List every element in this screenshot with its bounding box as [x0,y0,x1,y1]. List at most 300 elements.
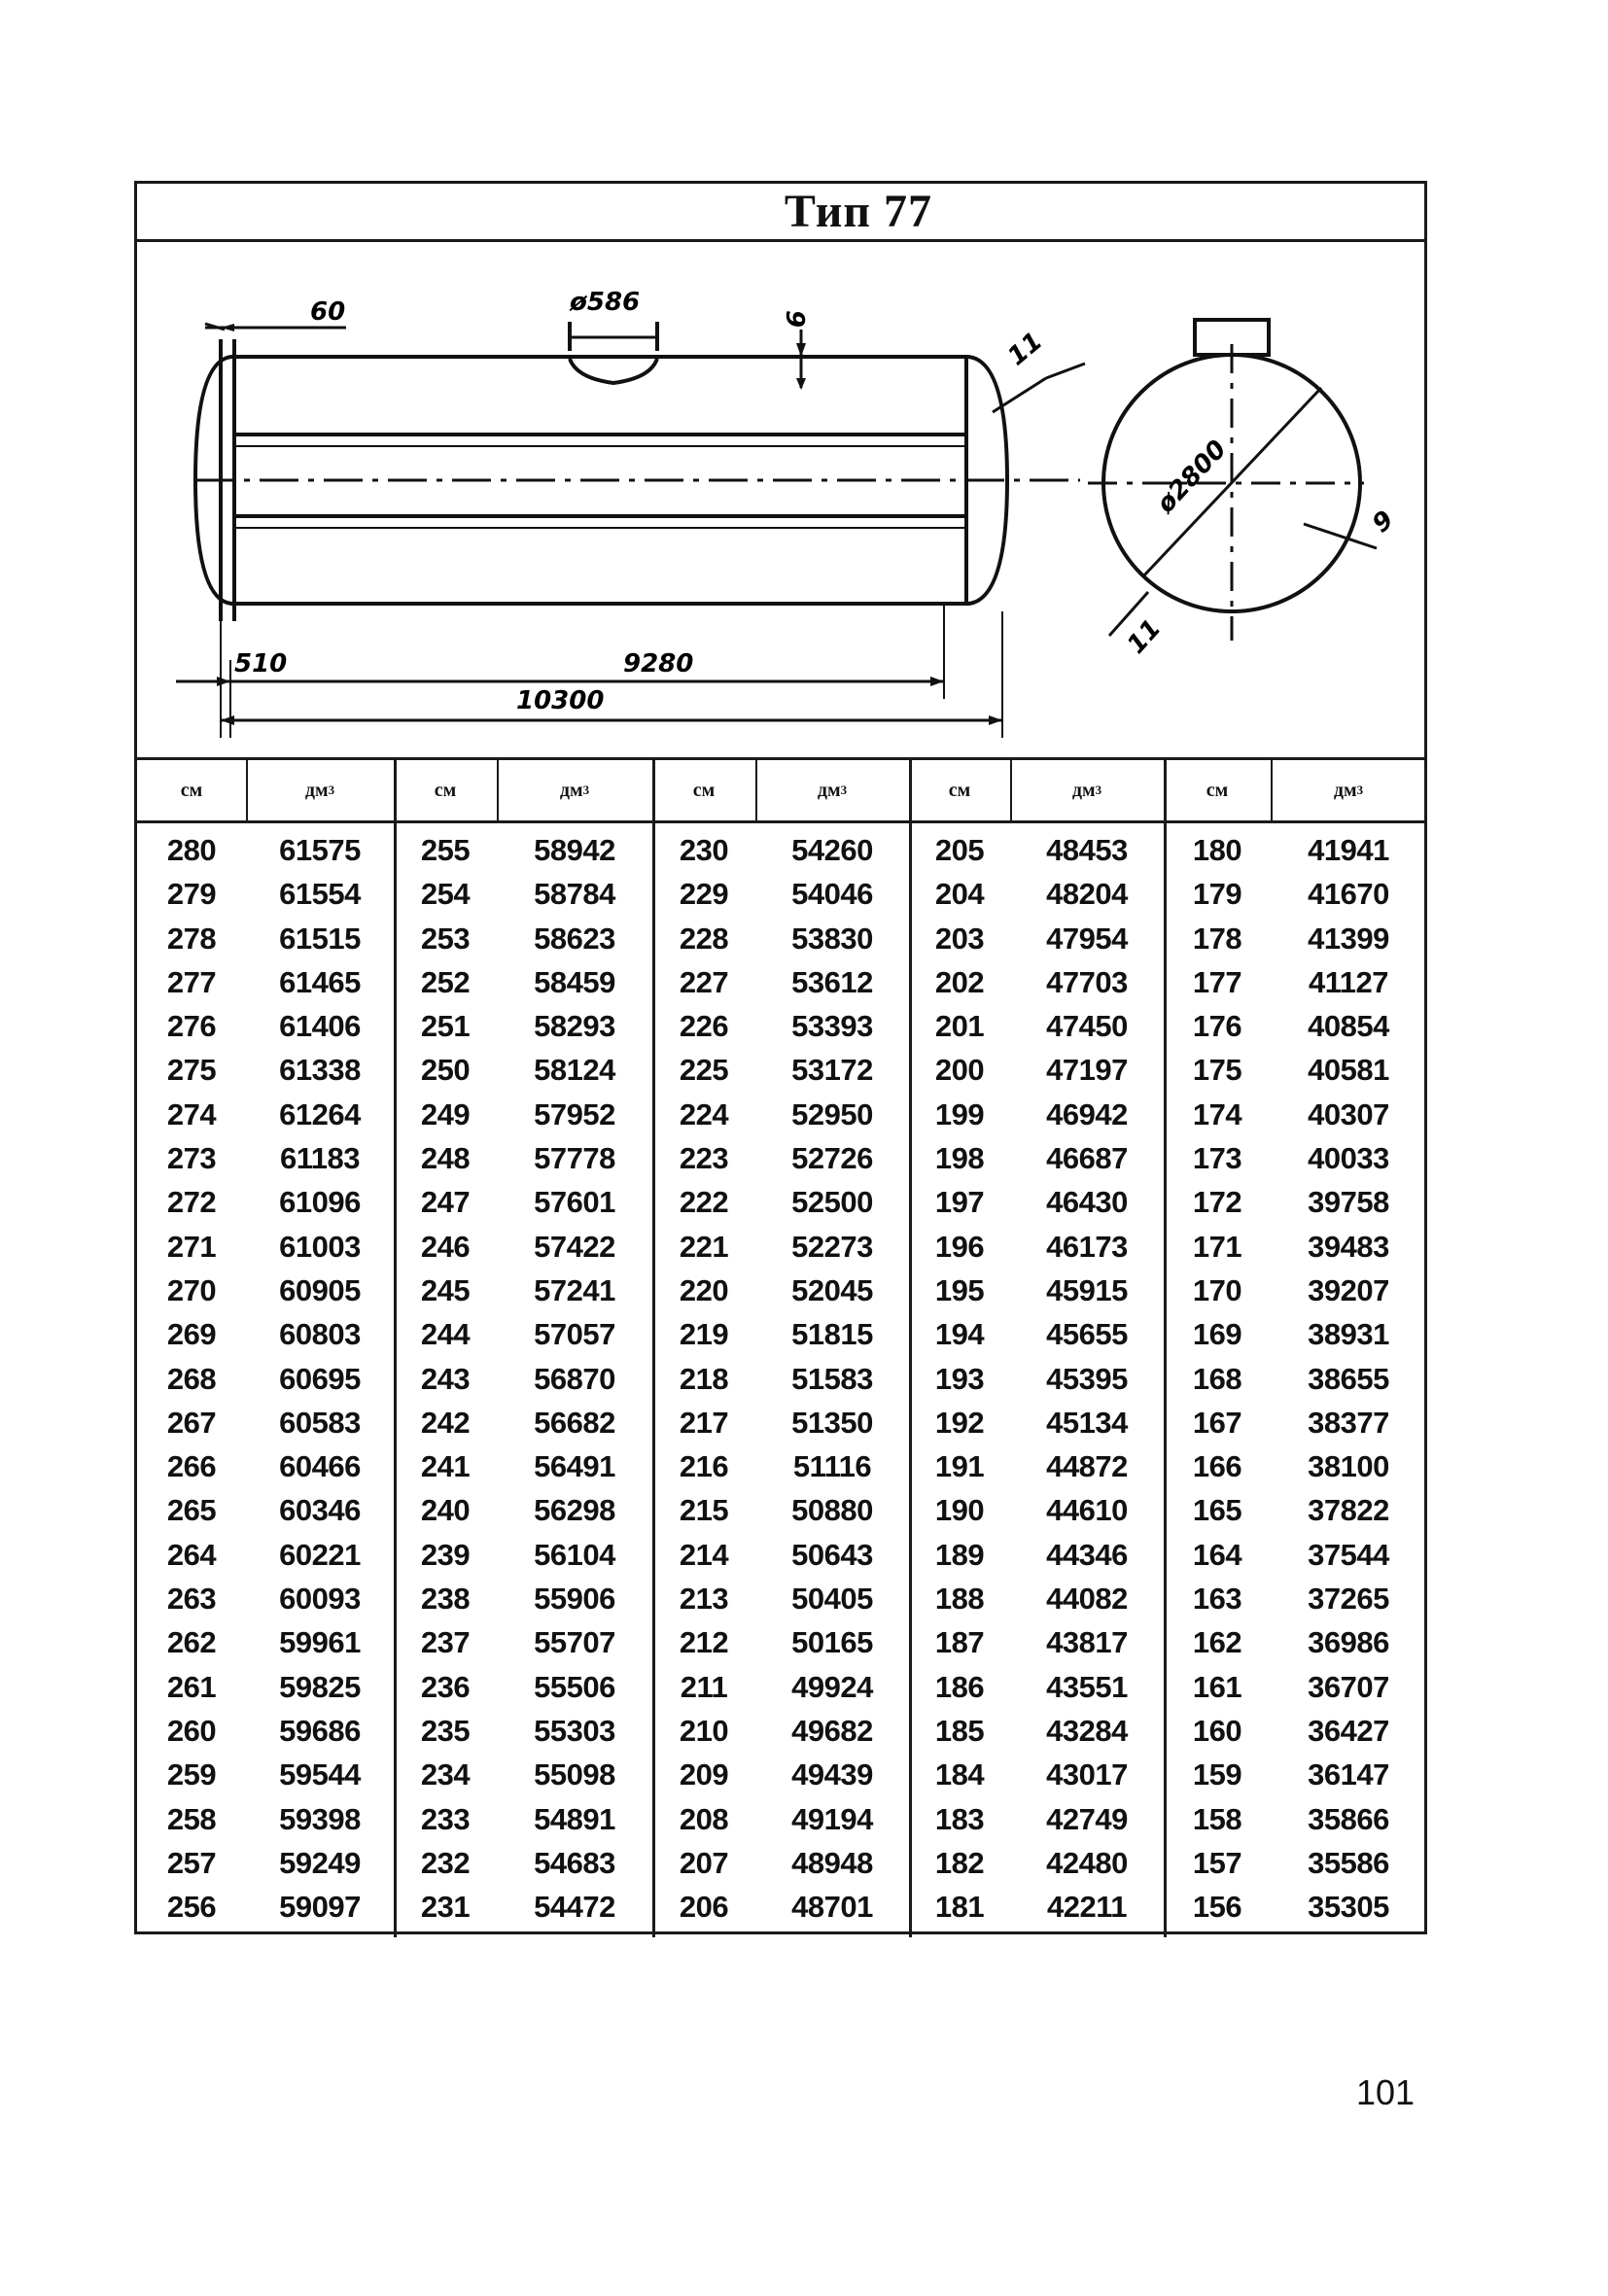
height-cm-cell: 178 [1192,921,1242,956]
height-cm-cell: 210 [679,1713,729,1748]
volume-dm3-cell: 57241 [534,1272,615,1307]
height-cm-cell: 173 [1192,1141,1242,1176]
volume-dm3-cell: 60695 [279,1361,361,1396]
height-cm-cell: 216 [679,1449,729,1484]
height-cm-cell: 194 [934,1317,985,1352]
height-cm-cell: 238 [420,1582,471,1617]
height-cm-cell: 270 [166,1272,217,1307]
height-cm-cell: 250 [420,1053,471,1088]
height-cm-cell: 275 [166,1053,217,1088]
height-cm-cell: 252 [420,964,471,999]
height-cm-cell: 192 [934,1405,985,1440]
height-cm-cell: 187 [934,1625,985,1660]
height-cm-cell: 222 [679,1185,729,1220]
header-divider [137,820,1424,823]
volume-table [137,757,1424,1937]
height-cm-cell: 212 [679,1625,729,1660]
volume-dm3-cell: 38100 [1308,1449,1389,1484]
tank-table-frame [134,181,1427,1934]
volume-dm3-cell: 41670 [1308,877,1389,912]
height-cm-cell: 233 [420,1801,471,1836]
volume-dm3-cell: 52950 [791,1096,873,1131]
volume-dm3-cell: 48453 [1046,833,1128,867]
volume-dm3-cell: 61465 [279,964,361,999]
volume-dm3-cell: 35305 [1308,1890,1389,1925]
volume-dm3-cell: 60583 [279,1405,361,1440]
cm-column [137,828,246,1929]
height-cm-cell: 197 [934,1185,985,1220]
header-dm-4 [1010,760,1164,820]
volume-dm3-cell: 42480 [1046,1845,1128,1880]
height-cm-cell: 260 [166,1713,217,1748]
volume-dm3-cell: 53393 [791,1009,873,1044]
height-cm-cell: 214 [679,1537,729,1572]
height-cm-cell: 185 [934,1713,985,1748]
header-cm-2 [394,760,497,820]
height-cm-cell: 274 [166,1096,217,1131]
volume-dm3-cell: 52726 [791,1141,873,1176]
header-cm-text: см [948,779,971,801]
volume-dm3-cell: 50405 [791,1582,873,1617]
height-cm-cell: 269 [166,1317,217,1352]
header-dm-1 [246,760,394,820]
volume-dm3-cell: 58459 [534,964,615,999]
header-rule [755,760,757,820]
volume-dm3-cell: 43817 [1046,1625,1128,1660]
volume-dm3-cell: 38377 [1308,1405,1389,1440]
volume-dm3-cell: 39758 [1308,1185,1389,1220]
height-cm-cell: 256 [166,1890,217,1925]
volume-dm3-cell: 36707 [1308,1669,1389,1704]
volume-dm3-cell: 47450 [1046,1009,1128,1044]
volume-dm3-cell: 41399 [1308,921,1389,956]
header-dm-text: дм [1071,779,1096,801]
dim-9-circle-label: 9 [1367,504,1400,539]
volume-dm3-cell: 35586 [1308,1845,1389,1880]
dm-column [755,828,909,1929]
height-cm-cell: 277 [166,964,217,999]
volume-dm3-cell: 55707 [534,1625,615,1660]
header-dm-3 [755,760,909,820]
header-rule [497,760,499,820]
height-cm-cell: 179 [1192,877,1242,912]
height-cm-cell: 230 [679,833,729,867]
height-cm-cell: 273 [166,1141,217,1176]
header-dm-text: дм [1333,779,1357,801]
volume-dm3-cell: 48701 [791,1890,873,1925]
dim-510-label: 510 [234,649,288,678]
volume-dm3-cell: 43551 [1046,1669,1128,1704]
volume-dm3-cell: 55506 [534,1669,615,1704]
volume-dm3-cell: 41941 [1308,833,1389,867]
height-cm-cell: 167 [1192,1405,1242,1440]
volume-dm3-cell: 55906 [534,1582,615,1617]
height-cm-cell: 211 [680,1669,728,1704]
height-cm-cell: 206 [679,1890,729,1925]
volume-dm3-cell: 53612 [791,964,873,999]
dim-11-right-label: 11 [1002,327,1049,372]
height-cm-cell: 218 [679,1361,729,1396]
height-cm-cell: 224 [679,1096,729,1131]
header-cm-text: см [692,779,716,801]
volume-dm3-cell: 58942 [534,833,615,867]
volume-dm3-cell: 59825 [279,1669,361,1704]
height-cm-cell: 176 [1192,1009,1242,1044]
volume-dm3-cell: 43017 [1046,1757,1128,1792]
header-dm-5 [1271,760,1426,820]
height-cm-cell: 231 [420,1890,471,1925]
dm-column [497,828,652,1929]
volume-dm3-cell: 44872 [1046,1449,1128,1484]
volume-dm3-cell: 44346 [1046,1537,1128,1572]
height-cm-cell: 279 [166,877,217,912]
volume-dm3-cell: 45655 [1046,1317,1128,1352]
height-cm-cell: 280 [166,833,217,867]
page-title: Тип 77 [784,186,933,237]
header-dm-text: дм [817,779,841,801]
volume-dm3-cell: 49682 [791,1713,873,1748]
height-cm-cell: 251 [420,1009,471,1044]
volume-dm3-cell: 61096 [279,1185,361,1220]
volume-dm3-cell: 60093 [279,1582,361,1617]
volume-dm3-cell: 49194 [791,1801,873,1836]
height-cm-cell: 171 [1192,1229,1242,1264]
volume-dm3-cell: 56870 [534,1361,615,1396]
cm-column [394,828,497,1929]
volume-dm3-cell: 60803 [279,1317,361,1352]
volume-dm3-cell: 56491 [534,1449,615,1484]
height-cm-cell: 181 [934,1890,985,1925]
volume-dm3-cell: 37822 [1308,1493,1389,1528]
height-cm-cell: 199 [934,1096,985,1131]
volume-dm3-cell: 51350 [791,1405,873,1440]
height-cm-cell: 183 [934,1801,985,1836]
header-cm-3 [652,760,755,820]
volume-dm3-cell: 46430 [1046,1185,1128,1220]
volume-dm3-cell: 55303 [534,1713,615,1748]
volume-dm3-cell: 45915 [1046,1272,1128,1307]
cm-column [1164,828,1271,1929]
height-cm-cell: 170 [1192,1272,1242,1307]
page-number: 101 [1356,2072,1416,2112]
height-cm-cell: 259 [166,1757,217,1792]
volume-dm3-cell: 56298 [534,1493,615,1528]
height-cm-cell: 162 [1192,1625,1242,1660]
height-cm-cell: 262 [166,1625,217,1660]
volume-dm3-cell: 60905 [279,1272,361,1307]
height-cm-cell: 244 [420,1317,471,1352]
volume-dm3-cell: 58623 [534,921,615,956]
height-cm-cell: 223 [679,1141,729,1176]
height-cm-cell: 264 [166,1537,217,1572]
height-cm-cell: 249 [420,1096,471,1131]
volume-dm3-cell: 47954 [1046,921,1128,956]
header-cm-1 [137,760,246,820]
dm-column [246,828,394,1929]
volume-dm3-cell: 59961 [279,1625,361,1660]
volume-dm3-cell: 59544 [279,1757,361,1792]
height-cm-cell: 234 [420,1757,471,1792]
height-cm-cell: 156 [1192,1890,1242,1925]
height-cm-cell: 257 [166,1845,217,1880]
volume-dm3-cell: 50165 [791,1625,873,1660]
header-cm-text: см [180,779,203,801]
height-cm-cell: 182 [934,1845,985,1880]
height-cm-cell: 245 [420,1272,471,1307]
height-cm-cell: 255 [420,833,471,867]
dim-10300-label: 10300 [516,686,605,715]
volume-dm3-cell: 44610 [1046,1493,1128,1528]
height-cm-cell: 237 [420,1625,471,1660]
volume-dm3-cell: 50880 [791,1493,873,1528]
height-cm-cell: 180 [1192,833,1242,867]
header-dm-sup: 3 [1356,783,1364,797]
volume-dm3-cell: 54683 [534,1845,615,1880]
header-dm-sup: 3 [582,783,590,797]
volume-dm3-cell: 51583 [791,1361,873,1396]
header-rule [1271,760,1273,820]
volume-dm3-cell: 58293 [534,1009,615,1044]
height-cm-cell: 266 [166,1449,217,1484]
dim-9-top-label: 9 [780,310,809,329]
height-cm-cell: 263 [166,1582,217,1617]
height-cm-cell: 232 [420,1845,471,1880]
height-cm-cell: 225 [679,1053,729,1088]
height-cm-cell: 169 [1192,1317,1242,1352]
volume-dm3-cell: 56682 [534,1405,615,1440]
header-cm-4 [909,760,1010,820]
header-rule [1010,760,1012,820]
volume-dm3-cell: 60466 [279,1449,361,1484]
volume-dm3-cell: 52273 [791,1229,873,1264]
height-cm-cell: 204 [934,877,985,912]
height-cm-cell: 253 [420,921,471,956]
volume-dm3-cell: 48948 [791,1845,873,1880]
height-cm-cell: 276 [166,1009,217,1044]
volume-dm3-cell: 59249 [279,1845,361,1880]
height-cm-cell: 195 [934,1272,985,1307]
volume-dm3-cell: 53830 [791,921,873,956]
volume-dm3-cell: 56104 [534,1537,615,1572]
volume-dm3-cell: 39207 [1308,1272,1389,1307]
height-cm-cell: 191 [934,1449,985,1484]
height-cm-cell: 227 [679,964,729,999]
volume-dm3-cell: 61183 [280,1141,360,1176]
volume-dm3-cell: 58784 [534,877,615,912]
volume-dm3-cell: 40307 [1308,1096,1389,1131]
height-cm-cell: 163 [1192,1582,1242,1617]
volume-dm3-cell: 46173 [1046,1229,1128,1264]
height-cm-cell: 159 [1192,1757,1242,1792]
height-cm-cell: 243 [420,1361,471,1396]
height-cm-cell: 160 [1192,1713,1242,1748]
height-cm-cell: 236 [420,1669,471,1704]
volume-dm3-cell: 48204 [1046,877,1128,912]
height-cm-cell: 172 [1192,1185,1242,1220]
height-cm-cell: 241 [420,1449,471,1484]
height-cm-cell: 174 [1192,1096,1242,1131]
volume-dm3-cell: 57601 [534,1185,615,1220]
dm-column [1271,828,1426,1929]
height-cm-cell: 215 [679,1493,729,1528]
dim-d2800-label: ø2800 [1151,435,1233,519]
volume-dm3-cell: 39483 [1308,1229,1389,1264]
volume-dm3-cell: 42749 [1046,1801,1128,1836]
height-cm-cell: 196 [934,1229,985,1264]
title-row [137,184,1424,242]
volume-dm3-cell: 59686 [279,1713,361,1748]
volume-dm3-cell: 61003 [279,1229,361,1264]
volume-dm3-cell: 38931 [1308,1317,1389,1352]
height-cm-cell: 267 [166,1405,217,1440]
volume-dm3-cell: 47197 [1046,1053,1128,1088]
volume-dm3-cell: 55098 [534,1757,615,1792]
height-cm-cell: 254 [420,877,471,912]
height-cm-cell: 261 [166,1669,217,1704]
height-cm-cell: 175 [1192,1053,1242,1088]
volume-dm3-cell: 41127 [1309,964,1388,999]
height-cm-cell: 190 [934,1493,985,1528]
height-cm-cell: 220 [679,1272,729,1307]
volume-dm3-cell: 51116 [792,1449,872,1484]
height-cm-cell: 217 [679,1405,729,1440]
height-cm-cell: 184 [934,1757,985,1792]
volume-dm3-cell: 58124 [534,1053,615,1088]
volume-dm3-cell: 46942 [1046,1096,1128,1131]
volume-dm3-cell: 61406 [279,1009,361,1044]
height-cm-cell: 248 [420,1141,471,1176]
height-cm-cell: 228 [679,921,729,956]
header-dm-2 [497,760,652,820]
header-rule [246,760,248,820]
volume-dm3-cell: 45395 [1046,1361,1128,1396]
volume-dm3-cell: 36147 [1308,1757,1389,1792]
height-cm-cell: 165 [1192,1493,1242,1528]
volume-dm3-cell: 47703 [1046,964,1128,999]
volume-dm3-cell: 36986 [1308,1625,1389,1660]
height-cm-cell: 168 [1192,1361,1242,1396]
height-cm-cell: 189 [934,1537,985,1572]
dm-column [1010,828,1164,1929]
cm-column [652,828,755,1929]
dim-11-circle-label: 11 [1121,613,1168,660]
volume-dm3-cell: 59097 [279,1890,361,1925]
height-cm-cell: 258 [166,1801,217,1836]
height-cm-cell: 272 [166,1185,217,1220]
height-cm-cell: 157 [1192,1845,1242,1880]
volume-dm3-cell: 44082 [1046,1582,1128,1617]
height-cm-cell: 235 [420,1713,471,1748]
volume-dm3-cell: 57422 [534,1229,615,1264]
height-cm-cell: 158 [1192,1801,1242,1836]
height-cm-cell: 186 [934,1669,985,1704]
header-dm-sup: 3 [1095,783,1102,797]
volume-dm3-cell: 43284 [1046,1713,1128,1748]
height-cm-cell: 246 [420,1229,471,1264]
volume-dm3-cell: 54891 [534,1801,615,1836]
tank-drawing [137,242,1424,757]
volume-dm3-cell: 50643 [791,1537,873,1572]
height-cm-cell: 161 [1192,1669,1242,1704]
header-dm-text: дм [559,779,583,801]
volume-dm3-cell: 57778 [534,1141,615,1176]
height-cm-cell: 265 [166,1493,217,1528]
height-cm-cell: 229 [679,877,729,912]
volume-dm3-cell: 49924 [791,1669,873,1704]
volume-dm3-cell: 61515 [279,921,361,956]
volume-dm3-cell: 49439 [791,1757,873,1792]
header-cm-text: см [434,779,457,801]
volume-dm3-cell: 57952 [534,1096,615,1131]
height-cm-cell: 268 [166,1361,217,1396]
volume-dm3-cell: 61338 [279,1053,361,1088]
cm-column [909,828,1010,1929]
volume-dm3-cell: 36427 [1308,1713,1389,1748]
volume-dm3-cell: 54472 [534,1890,615,1925]
volume-dm3-cell: 37544 [1308,1537,1389,1572]
height-cm-cell: 226 [679,1009,729,1044]
volume-dm3-cell: 59398 [279,1801,361,1836]
height-cm-cell: 188 [934,1582,985,1617]
height-cm-cell: 221 [679,1229,729,1264]
header-cm-text: см [1206,779,1229,801]
height-cm-cell: 164 [1192,1537,1242,1572]
height-cm-cell: 205 [934,833,985,867]
volume-dm3-cell: 35866 [1308,1801,1389,1836]
header-dm-sup: 3 [328,783,335,797]
height-cm-cell: 213 [679,1582,729,1617]
volume-dm3-cell: 42211 [1047,1890,1127,1925]
volume-dm3-cell: 61554 [279,877,361,912]
dim-9280-label: 9280 [623,649,694,678]
height-cm-cell: 242 [420,1405,471,1440]
header-dm-sup: 3 [840,783,848,797]
volume-dm3-cell: 46687 [1046,1141,1128,1176]
volume-dm3-cell: 60346 [279,1493,361,1528]
volume-dm3-cell: 53172 [791,1053,873,1088]
volume-dm3-cell: 40854 [1308,1009,1389,1044]
volume-dm3-cell: 61264 [279,1096,361,1131]
height-cm-cell: 219 [679,1317,729,1352]
height-cm-cell: 208 [679,1801,729,1836]
height-cm-cell: 166 [1192,1449,1242,1484]
height-cm-cell: 247 [420,1185,471,1220]
header-dm-text: дм [304,779,329,801]
height-cm-cell: 200 [934,1053,985,1088]
volume-dm3-cell: 45134 [1046,1405,1128,1440]
height-cm-cell: 203 [934,921,985,956]
height-cm-cell: 239 [420,1537,471,1572]
height-cm-cell: 198 [934,1141,985,1176]
height-cm-cell: 177 [1192,964,1242,999]
volume-dm3-cell: 40581 [1308,1053,1389,1088]
height-cm-cell: 202 [934,964,985,999]
tank-drawing-svg [137,242,1430,757]
volume-dm3-cell: 52045 [791,1272,873,1307]
height-cm-cell: 271 [166,1229,217,1264]
volume-dm3-cell: 38655 [1308,1361,1389,1396]
dim-60-label: 60 [310,297,346,327]
volume-dm3-cell: 54260 [791,833,873,867]
height-cm-cell: 209 [679,1757,729,1792]
dim-d586-label: ø586 [570,288,641,317]
height-cm-cell: 207 [679,1845,729,1880]
header-cm-5 [1164,760,1271,820]
height-cm-cell: 278 [166,921,217,956]
volume-dm3-cell: 40033 [1308,1141,1389,1176]
height-cm-cell: 240 [420,1493,471,1528]
volume-dm3-cell: 51815 [791,1317,873,1352]
